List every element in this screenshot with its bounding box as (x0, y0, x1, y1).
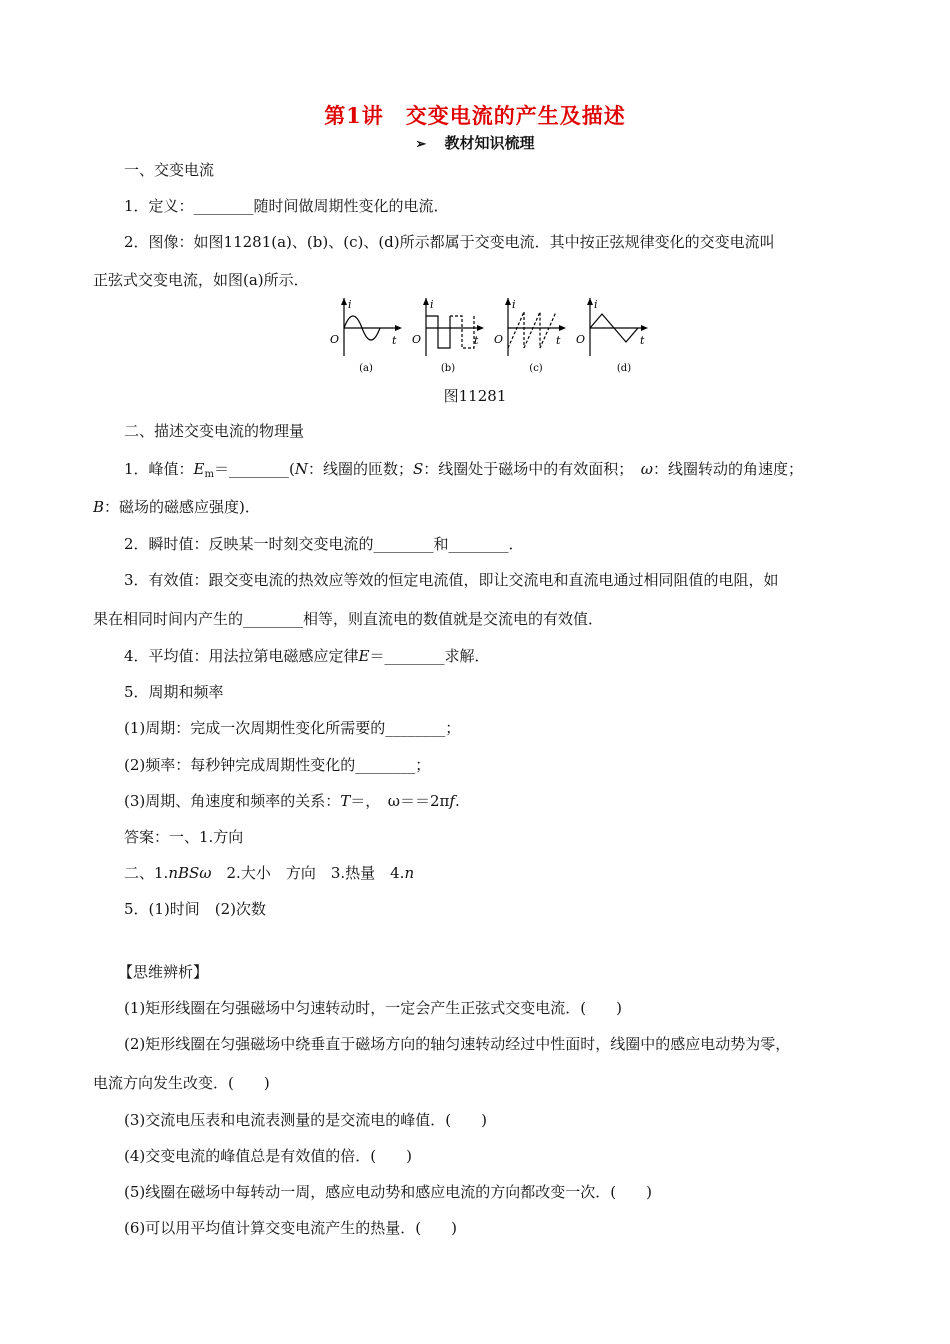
peak-var-e: E (193, 460, 205, 478)
peak-blank: ＝________( (213, 460, 295, 478)
waveform-figure (330, 298, 660, 380)
subtitle-text: 教材知识梳理 (444, 134, 535, 152)
axis-i-c: i (512, 298, 516, 311)
thinking-heading: 【思维辨析】 (118, 963, 209, 981)
frequency-line: (2)频率：每秒钟完成周期性变化的________； (124, 756, 431, 774)
peak-sub-m: m (204, 469, 214, 480)
period-line: (1)周期：完成一次周期性变化所需要的________； (124, 719, 461, 737)
axis-origin-a: O (330, 333, 340, 346)
section-2-heading: 二、描述交变电流的物理量 (124, 422, 305, 440)
peak-desc-b: ：磁场的磁感应强度)． (104, 498, 260, 516)
average-var-e: E (358, 647, 370, 665)
thinking-q6: (6)可以用平均值计算交变电流产生的热量．( ) (124, 1219, 457, 1237)
waveform-a (330, 298, 402, 374)
answer-2-nbs: nBSω (168, 864, 212, 882)
peak-var-b: B (93, 498, 105, 516)
definition-line: 1．定义：________随时间做周期性变化的电流． (124, 197, 449, 215)
axis-t-b: t (474, 334, 479, 347)
peak-desc-n: ：线圈的匝数； (307, 460, 413, 478)
axis-i-d: i (594, 298, 598, 311)
label-d: (d) (616, 363, 632, 374)
waveform-c (494, 298, 566, 374)
label-b: (b) (440, 363, 456, 374)
peak-var-n: N (294, 460, 308, 478)
thinking-q2-line-1: (2)矩形线圈在匀强磁场中绕垂直于磁场方向的轴匀速转动经过中性面时，线圈中的感应电动势为零， (124, 1035, 791, 1053)
relation-formula: ＝， ω＝＝2π (350, 792, 450, 810)
axis-origin-d: O (576, 333, 586, 346)
answer-2-n: n (404, 864, 415, 882)
thinking-q4: (4)交变电流的峰值总是有效值的倍．( ) (124, 1147, 412, 1165)
label-a: (a) (359, 363, 373, 374)
answer-2-prefix: 二、1. (124, 864, 169, 882)
arrow-bullet-icon: ➢ (415, 137, 427, 152)
figure-caption: 图11281 (443, 387, 507, 405)
axis-t-c: t (556, 334, 561, 347)
thinking-q1: (1)矩形线圈在匀强磁场中匀速转动时，一定会产生正弦式交变电流．( ) (124, 999, 622, 1017)
axis-i-a: i (348, 298, 352, 311)
axis-origin-b: O (412, 333, 422, 346)
answer-line-1: 答案：一、1.方向 (124, 828, 244, 846)
average-label: 4．平均值：用法拉第电磁感应定律 (124, 647, 359, 665)
average-blank: ＝________求解． (369, 647, 490, 665)
peak-var-omega: ω (640, 460, 654, 478)
relation-end: . (454, 792, 460, 810)
answer-line-3: 5．(1)时间 (2)次数 (124, 900, 267, 918)
instantaneous-value-line: 2．瞬时值：反映某一时刻交变电流的________和________． (124, 535, 524, 553)
period-frequency-heading: 5．周期和频率 (124, 683, 224, 701)
label-c: (c) (529, 363, 543, 374)
peak-desc-omega: ：线圈转动的角速度； (653, 460, 804, 478)
thinking-q5: (5)线圈在磁场中每转动一周，感应电动势和感应电流的方向都改变一次．( ) (124, 1183, 652, 1201)
section-1-heading: 一、交变电流 (124, 161, 215, 179)
peak-var-s: S (412, 460, 424, 478)
relation-label: (3)周期、角速度和频率的关系： (124, 792, 341, 810)
thinking-q2-line-2: 电流方向发生改变．( ) (93, 1074, 270, 1092)
axis-t-a: t (392, 334, 397, 347)
peak-label: 1．峰值： (124, 460, 194, 478)
relation-var-t: T (340, 792, 351, 810)
answer-2-rest: 2.大小 方向 3.热量 4. (211, 864, 405, 882)
effective-value-line-1: 3．有效值：跟交变电流的热效应等效的恒定电流值，即让交流电和直流电通过相同阻值的电阻，如 (124, 571, 779, 589)
peak-desc-s: ：线圈处于磁场中的有效面积； (423, 460, 641, 478)
relation-line (124, 791, 460, 811)
answer-line-2 (124, 863, 414, 883)
thinking-q3: (3)交流电压表和电流表测量的是交流电的峰值．( ) (124, 1111, 487, 1129)
axis-i-b: i (430, 298, 434, 311)
peak-value-line-2 (93, 497, 260, 517)
relation-var-f: f (449, 792, 455, 810)
peak-value-line-1 (124, 459, 803, 485)
axis-origin-c: O (494, 333, 504, 346)
waveform-b (412, 298, 484, 374)
waveform-d (576, 298, 648, 374)
axis-t-d: t (640, 334, 645, 347)
image-desc-line-2: 正弦式交变电流，如图(a)所示． (93, 271, 309, 289)
effective-value-line-2: 果在相同时间内产生的________相等，则直流电的数值就是交流电的有效值． (93, 610, 604, 628)
image-desc-line-1: 2．图像：如图11281(a)、(b)、(c)、(d)所示都属于交变电流．其中按正弦规律变化的交变电流叫 (124, 233, 775, 251)
page-title: 第1讲 交变电流的产生及描述 (324, 103, 626, 128)
average-value-line (124, 646, 490, 666)
section-subtitle (0, 132, 950, 153)
